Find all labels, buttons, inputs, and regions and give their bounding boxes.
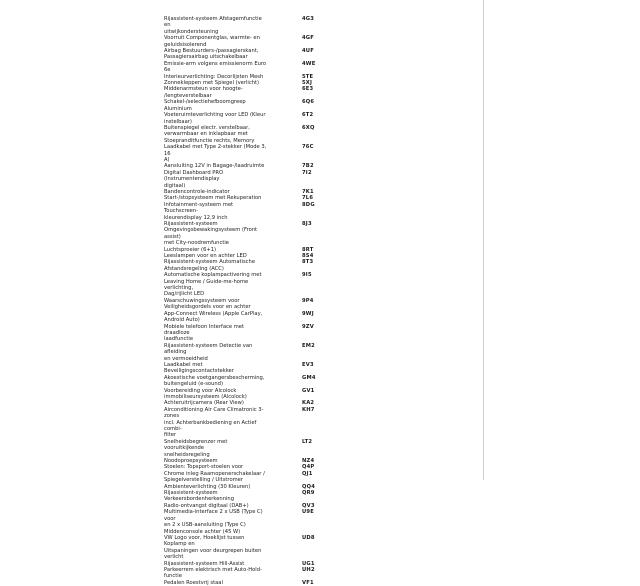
option-row [164,35,324,48]
option-description: Airbag Bestuurders-/passagierskant, Passagiersairbag uitschakelbaar [164,48,259,61]
option-code: QV3 [302,502,315,509]
option-row [164,471,324,484]
option-row [164,407,324,439]
option-description: Start-/stopsysteem met Rekuperation [164,195,262,202]
option-row [164,375,324,388]
option-description: Pedalen Roestvrij staal [164,579,223,586]
option-row [164,86,324,99]
option-description: Noodoproepsysteem [164,458,218,465]
option-code: 9P4 [302,297,314,304]
option-row [164,16,324,35]
option-description: Bandencontrole-indicator [164,188,230,195]
option-description: Middenarmsteun voor hoogte- /lengteverstelbaar [164,86,243,99]
option-description: Voorbereiding voor Alcolock immobiliseursysteem (Alcolock) [164,387,247,400]
option-code: EV3 [302,361,314,368]
option-code: 9ZV [302,323,314,330]
options-list [164,16,324,586]
option-code: 6Q6 [302,99,315,106]
option-description: Zonnekleppen met Spiegel (verlicht) [164,80,260,87]
option-row [164,125,324,144]
option-row [164,509,324,535]
option-description: Akoestische voetgangersbescherming, buitengeluid (e-sound) [164,374,265,388]
option-code: 8J3 [302,221,312,227]
option-description: Mobiele telefoon Interface met draadloze laadfunctie [164,323,244,343]
option-row [164,112,324,125]
option-row [164,490,324,503]
option-row [164,144,324,163]
option-row [164,324,324,343]
option-description: Interieurverlichting: Decorlijsten Mesh [164,73,264,80]
option-code: 4WE [302,60,316,67]
option-code: QR9 [302,490,315,497]
option-description: Schakel-/selectiehefboomgreep Aluminium [164,99,246,112]
option-code: 5TE [302,73,314,80]
option-description: Rijassistent-systeem Verkeersbordenherkenning [164,490,235,503]
option-row [164,580,324,586]
option-row [164,99,324,112]
option-description: Rijassistent-systeem Hill-Assist [164,560,245,567]
option-row [164,272,324,298]
option-description: App-Connect Wireless (Apple CarPlay, Android Auto) [164,310,263,324]
option-row [164,388,324,401]
option-description: Automatische koplampactivering met Leaving Home / Guide-me-home verlichting, Dag/rijlicht LED [164,272,262,298]
option-code: 7K1 [302,188,314,195]
option-code: NZ4 [302,458,315,465]
option-description: Emissie-arm volgens emissienorm Euro 6e [164,60,267,74]
option-description: Luchtsproeier (6+1) [164,246,217,253]
page-edge-line [483,0,484,480]
option-row [164,202,324,221]
option-description: Airconditioning Air Care Climatronic 3-zones incl. Achterbankbediening en Actief combi- filter [164,406,264,439]
option-row [164,343,324,362]
option-row [164,48,324,61]
option-description: Voeteruimteverlichting voor LED (Kleur instelbaar) [164,112,266,125]
option-description: Voorruit Componentglas, warmte- en geluidsisolerend [164,35,260,48]
option-description: Rijassistent-systeem Detectie van afleiding en vermoeidheid [164,342,253,362]
option-code: KA2 [302,400,315,407]
option-code: 8S4 [302,253,314,260]
option-description: Achteruitrijcamera (Rear View) [164,400,244,407]
option-description: Rijassistent-systeem Afstagemfunctie en uitwijkondersteuning [164,16,262,35]
option-code: 9WJ [302,310,314,317]
option-code: 4UF [302,48,314,55]
option-row [164,567,324,580]
option-row [164,298,324,311]
option-description: Infotainment-systeem met Touchscreen- kleurendisplay 12,9 inch [164,201,234,221]
option-description: Buitenspiegel electr. verstelbaar, verwarmbaar en inklapbaar met Stoepranditfunctie rechts, Memory [164,124,255,144]
option-code: 6T2 [302,112,314,119]
option-code: UG1 [302,560,315,567]
option-code: QQ4 [302,483,316,490]
option-description: Ambienteverlichting (30 Kleuren) [164,483,251,490]
option-code: 6E3 [302,86,314,93]
option-description: VW Logo voor, Hoeklijst tussen Koplamp en Uitspaningen voor deurgrepen buiten verlicht [164,534,262,561]
option-code: 7L6 [302,195,314,202]
option-code: 5XJ [302,80,313,87]
option-code: 4GF [302,35,315,42]
option-description: Multimedia-interface 2 x USB (Type C) voor en 2 x USB-aansluiting (Type C) Middenconsole achter (45 W) [164,509,263,535]
option-code: LT2 [302,438,313,445]
option-description: Rijassistent-systeem Automatische Afstandsregeling (ACC) [164,259,256,272]
option-description: Leeslampen voor en achter LED [164,253,247,260]
option-code: EM2 [302,342,315,349]
option-description: Parkeerrem elektrisch met Auto-Hold-functie [164,566,262,580]
option-code: KH7 [302,406,315,413]
option-code: 7B2 [302,163,314,170]
option-description: Waarschuwingssysteem voor Veiligheidsgordels voor en achter [164,297,251,311]
option-description: Chrome inleg Raamopenerschakelaar / Spiegelverstelling / Uitstromer [164,470,265,484]
option-code: UH2 [302,566,315,573]
option-code: 7I2 [302,169,312,176]
option-row [164,259,324,272]
option-description: Stoelen: Topsport-stoelen voor [164,464,244,471]
option-code: U9E [302,509,314,516]
option-code: 8RT [302,246,314,253]
option-description: Snelheidsbegrenzer met vooruitkijkende snelheidsregeling [164,438,228,458]
option-row [164,221,324,247]
option-code: 6XQ [302,124,315,131]
option-code: 76C [302,144,314,151]
option-code: GM4 [302,374,316,381]
option-code: VF1 [302,579,314,586]
option-row [164,311,324,324]
option-code: GV1 [302,387,315,394]
option-description: Laadkabel met Beveiligingscontactstekker [164,361,234,375]
option-code: 8DG [302,201,315,208]
option-code: Q4P [302,464,315,471]
option-row [164,362,324,375]
option-code: UD8 [302,534,315,541]
option-code: QJ1 [302,470,313,477]
option-description: Aansluiting 12V in Bagage-/laadruimte [164,163,265,170]
option-description: Rijassistent-systeem Omgevingsbewakingsysteem (Front assist) met City-noodremfunctie [164,221,258,247]
option-code: 4G3 [302,16,315,22]
option-row [164,170,324,189]
option-code: 8T3 [302,259,314,266]
option-description: Laadkabel met Type 2-stekker (Mode 3, 16 A) [164,144,267,163]
option-row [164,439,324,458]
option-code: 9I5 [302,272,312,279]
option-row [164,61,324,74]
option-description: Digital Dashboard PRO (Instrumentendisplay digitaal) [164,169,224,189]
option-row [164,535,324,561]
option-description: Radio-ontvangst digitaal (DAB+) [164,502,249,509]
